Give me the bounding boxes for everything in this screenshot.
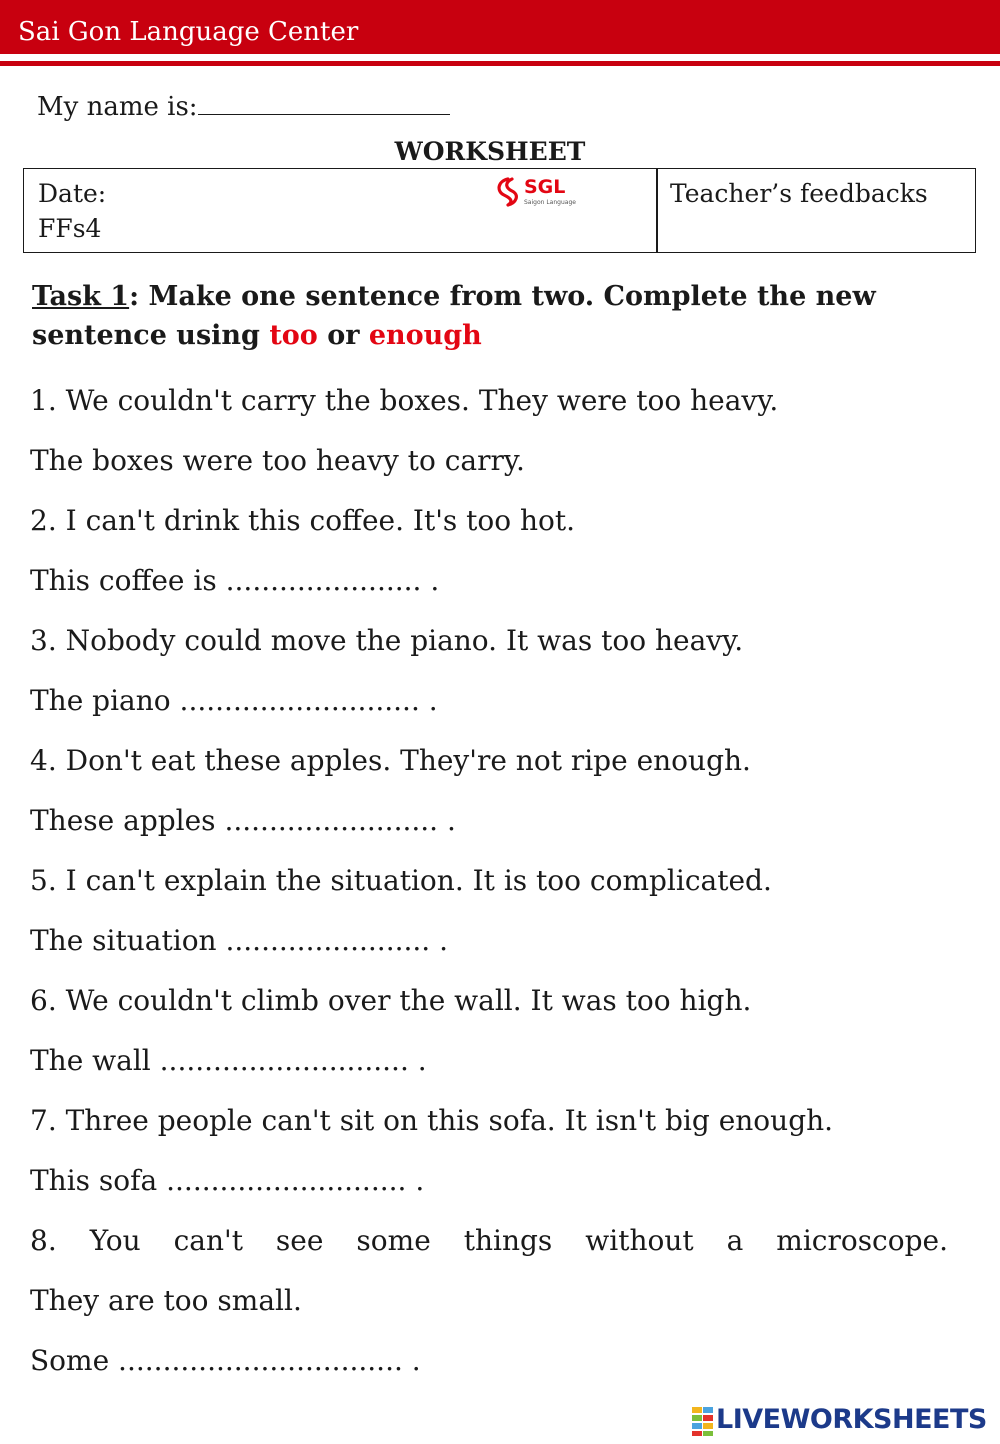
question-6: 6. We couldn't climb over the wall. It was too high. (30, 984, 752, 1017)
sgl-logo-text: SGL (524, 176, 566, 198)
info-table (23, 168, 976, 253)
worksheet-title: WORKSHEET (394, 137, 586, 166)
sgl-logo (494, 173, 594, 209)
liveworksheets-logo (692, 1403, 992, 1437)
question-5: 5. I can't explain the situation. It is too complicated. (30, 864, 772, 897)
answer-5[interactable]: The situation ....................... . (30, 924, 448, 957)
liveworksheets-blocks-icon (692, 1405, 714, 1437)
date-label: Date: (38, 179, 107, 208)
task-word-too: too (269, 320, 318, 351)
name-row (37, 88, 450, 124)
question-4: 4. Don't eat these apples. They're not ripe enough. (30, 744, 751, 777)
task-instruction (32, 277, 962, 355)
task-word-or: or (317, 320, 369, 351)
answer-7[interactable]: This sofa ........................... . (30, 1164, 425, 1197)
question-1: 1. We couldn't carry the boxes. They were too heavy. (30, 384, 779, 417)
question-8: 8. You can't see some things without a microscope. (30, 1224, 948, 1257)
liveworksheets-text: LIVEWORKSHEETS (716, 1404, 987, 1435)
header-title: Sai Gon Language Center (18, 17, 359, 47)
task-word-enough: enough (368, 320, 482, 351)
question-3: 3. Nobody could move the piano. It was too heavy. (30, 624, 744, 657)
sgl-logo-subtext: Saigon Language (524, 199, 576, 206)
answer-8[interactable]: Some ................................ . (30, 1344, 421, 1377)
answer-3[interactable]: The piano ........................... . (30, 684, 438, 717)
question-8-continued: They are too small. (30, 1284, 302, 1317)
answer-4[interactable]: These apples ........................ . (30, 804, 456, 837)
answer-1: The boxes were too heavy to carry. (30, 444, 525, 477)
info-table-divider (656, 169, 658, 252)
task-text: : Make one sentence from two. Complete the new sentence using (32, 281, 876, 351)
question-7: 7. Three people can't sit on this sofa. It isn't big enough. (30, 1104, 834, 1137)
question-2: 2. I can't drink this coffee. It's too hot. (30, 504, 576, 537)
name-label: My name is: (37, 92, 198, 122)
class-label: FFs4 (38, 214, 102, 243)
name-blank-line[interactable] (198, 88, 450, 115)
header-divider (0, 61, 1000, 66)
teacher-feedback-label: Teacher’s feedbacks (670, 179, 928, 208)
answer-2[interactable]: This coffee is ...................... . (30, 564, 440, 597)
task-label: Task 1 (32, 281, 130, 312)
answer-6[interactable]: The wall ............................ . (30, 1044, 427, 1077)
